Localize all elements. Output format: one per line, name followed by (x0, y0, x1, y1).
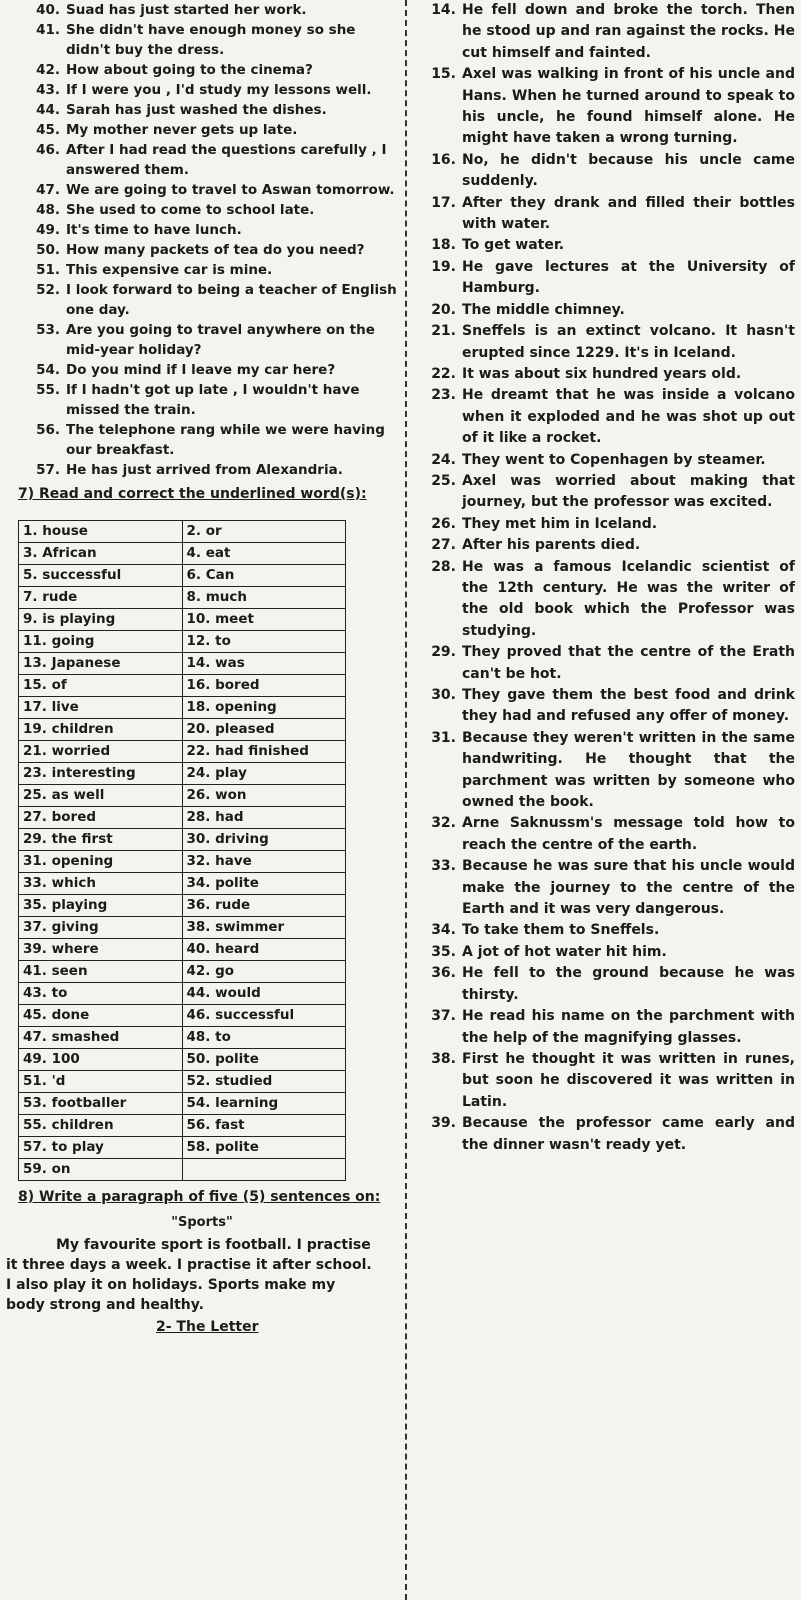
item-number: 17. (431, 194, 456, 211)
item-text: Axel was worried about making that journey, but the professor was excited. (462, 472, 795, 511)
item-text: Do you mind if I leave my car here? (66, 362, 336, 378)
item-text: Are you going to travel anywhere on the mid-year holiday? (66, 322, 375, 358)
table-cell: 35. playing (19, 895, 183, 917)
table-cell: 27. bored (19, 807, 183, 829)
table-cell: 20. pleased (182, 719, 346, 741)
list-item (412, 685, 795, 728)
table-cell: 42. go (182, 961, 346, 983)
item-text: They went to Copenhagen by steamer. (462, 451, 766, 468)
item-text: Suad has just started her work. (66, 2, 307, 18)
paragraph-title: "Sports" (171, 1215, 233, 1230)
item-text: He gave lectures at the University of Hamburg. (462, 258, 795, 297)
item-number: 30. (431, 687, 456, 703)
table-cell (182, 1159, 346, 1181)
table-row (19, 521, 346, 543)
table-cell: 57. to play (19, 1137, 183, 1159)
item-text: First he thought it was written in runes, but soon he discovered it was written in Latin. (462, 1050, 795, 1110)
list-item (412, 856, 795, 920)
table-cell: 6. Can (182, 565, 346, 587)
item-text: They proved that the centre of the Erath can't be hot. (462, 644, 795, 682)
list-item (412, 642, 795, 685)
letter-title: 2- The Letter (156, 1319, 259, 1335)
item-text: He was a famous Icelandic scientist of the 12th century. He was the writer of the old book which the Professor was studying. (462, 558, 795, 639)
item-number: 19. (431, 258, 456, 275)
item-number: 44. (36, 102, 60, 118)
list-item (6, 80, 398, 100)
table-cell: 59. on (19, 1159, 183, 1181)
table-row (19, 1093, 346, 1115)
table-row (19, 807, 346, 829)
list-item (6, 0, 398, 20)
table-row (19, 1049, 346, 1071)
list-item (6, 460, 398, 480)
table-row (19, 587, 346, 609)
table-row (19, 829, 346, 851)
item-text: No, he didn't because his uncle came suddenly. (462, 151, 795, 190)
table-cell: 31. opening (19, 851, 183, 873)
item-number: 25. (431, 472, 456, 489)
table-cell: 16. bored (182, 675, 346, 697)
item-number: 31. (431, 729, 456, 746)
table-row (19, 543, 346, 565)
item-text: He has just arrived from Alexandria. (66, 462, 343, 478)
item-number: 43. (36, 82, 60, 98)
list-item (412, 0, 795, 64)
item-number: 26. (431, 515, 456, 532)
item-text: They gave them the best food and drink they had and refused any offer of money. (462, 687, 795, 725)
item-number: 28. (431, 558, 456, 575)
table-cell: 34. polite (182, 873, 346, 895)
section-7-title: 7) Read and correct the underlined word(s): (18, 486, 367, 502)
list-item (412, 385, 795, 449)
table-cell: 51. 'd (19, 1071, 183, 1093)
list-item (6, 360, 398, 380)
list-item (412, 1049, 795, 1113)
table-cell: 10. meet (182, 609, 346, 631)
table-row (19, 1027, 346, 1049)
table-row (19, 609, 346, 631)
table-cell: 52. studied (182, 1071, 346, 1093)
table-row (19, 631, 346, 653)
item-text: He fell to the ground because he was thirsty. (462, 965, 795, 1003)
item-number: 41. (36, 22, 60, 38)
item-number: 50. (36, 242, 60, 258)
table-cell: 14. was (182, 653, 346, 675)
item-text: The telephone rang while we were having our breakfast. (66, 422, 385, 458)
item-text: How many packets of tea do you need? (66, 242, 365, 258)
item-number: 35. (431, 943, 456, 960)
list-item (412, 364, 795, 385)
item-text: The middle chimney. (462, 301, 625, 318)
table-cell: 45. done (19, 1005, 183, 1027)
list-item (412, 942, 795, 963)
item-text: To get water. (462, 237, 565, 254)
list-item (6, 60, 398, 80)
table-cell: 46. successful (182, 1005, 346, 1027)
item-text: This expensive car is mine. (66, 262, 273, 278)
table-row (19, 1005, 346, 1027)
item-number: 27. (431, 537, 456, 554)
item-number: 49. (36, 222, 60, 238)
item-number: 18. (431, 237, 456, 254)
item-text: She didn't have enough money so she didn't buy the dress. (66, 22, 356, 58)
list-item (6, 380, 398, 420)
item-text: A jot of hot water hit him. (462, 943, 667, 960)
item-number: 46. (36, 142, 60, 158)
item-number: 56. (36, 422, 60, 438)
table-cell: 44. would (182, 983, 346, 1005)
left-column (6, 0, 398, 1337)
item-text: If I hadn't got up late , I wouldn't have missed the train. (66, 382, 360, 418)
table-row (19, 719, 346, 741)
item-text: I look forward to being a teacher of English one day. (66, 282, 397, 318)
table-cell: 32. have (182, 851, 346, 873)
list-item (412, 257, 795, 300)
item-number: 39. (431, 1115, 456, 1132)
table-row (19, 895, 346, 917)
correction-answers-table (18, 520, 346, 1181)
table-cell: 7. rude (19, 587, 183, 609)
table-cell: 56. fast (182, 1115, 346, 1137)
left-answer-list (6, 0, 398, 480)
table-row (19, 873, 346, 895)
item-number: 14. (431, 2, 456, 18)
table-row (19, 1071, 346, 1093)
list-item (6, 200, 398, 220)
table-cell: 43. to (19, 983, 183, 1005)
table-cell: 40. heard (182, 939, 346, 961)
item-number: 21. (431, 323, 456, 340)
table-row (19, 565, 346, 587)
table-cell: 1. house (19, 521, 183, 543)
item-text: He dreamt that he was inside a volcano when it exploded and he was shot up out of it like a rocket. (462, 387, 795, 447)
item-number: 20. (431, 301, 456, 318)
table-cell: 39. where (19, 939, 183, 961)
table-cell: 50. polite (182, 1049, 346, 1071)
list-item (412, 920, 795, 941)
item-number: 34. (431, 922, 456, 939)
list-item (6, 220, 398, 240)
table-cell: 9. is playing (19, 609, 183, 631)
right-column (412, 0, 795, 1156)
table-row (19, 939, 346, 961)
list-item (6, 280, 398, 320)
table-cell: 26. won (182, 785, 346, 807)
table-cell: 49. 100 (19, 1049, 183, 1071)
item-number: 16. (431, 151, 456, 168)
table-cell: 11. going (19, 631, 183, 653)
list-item (6, 420, 398, 460)
item-text: It was about six hundred years old. (462, 365, 742, 382)
table-cell: 58. polite (182, 1137, 346, 1159)
table-row (19, 961, 346, 983)
item-number: 48. (36, 202, 60, 218)
list-item (6, 260, 398, 280)
list-item (412, 813, 795, 856)
item-text: Sarah has just washed the dishes. (66, 102, 327, 118)
table-cell: 37. giving (19, 917, 183, 939)
item-text: They met him in Iceland. (462, 515, 658, 532)
list-item (412, 150, 795, 193)
list-item (412, 450, 795, 471)
table-cell: 30. driving (182, 829, 346, 851)
table-cell: 17. live (19, 697, 183, 719)
item-number: 53. (36, 322, 60, 338)
table-row (19, 763, 346, 785)
list-item (412, 728, 795, 814)
table-cell: 25. as well (19, 785, 183, 807)
item-number: 54. (36, 362, 60, 378)
list-item (412, 1006, 795, 1049)
item-number: 40. (36, 2, 60, 18)
item-text: If I were you , I'd study my lessons well. (66, 82, 372, 98)
item-text: Arne Saknussm's message told how to reach the centre of the earth. (462, 815, 795, 853)
item-number: 47. (36, 182, 60, 198)
list-item (412, 193, 795, 236)
table-row (19, 741, 346, 763)
item-number: 33. (431, 858, 456, 875)
item-number: 55. (36, 382, 60, 398)
list-item (412, 557, 795, 643)
table-cell: 28. had (182, 807, 346, 829)
table-cell: 53. footballer (19, 1093, 183, 1115)
item-text: After his parents died. (462, 537, 641, 554)
list-item (412, 1113, 795, 1156)
item-number: 15. (431, 66, 456, 83)
table-cell: 55. children (19, 1115, 183, 1137)
table-cell: 19. children (19, 719, 183, 741)
table-row (19, 917, 346, 939)
table-cell: 22. had finished (182, 741, 346, 763)
item-number: 51. (36, 262, 60, 278)
list-item (6, 320, 398, 360)
table-row (19, 785, 346, 807)
table-cell: 47. smashed (19, 1027, 183, 1049)
item-text: My mother never gets up late. (66, 122, 298, 138)
item-text: After they drank and filled their bottles with water. (462, 194, 795, 233)
list-item (6, 120, 398, 140)
paragraph-text: My favourite sport is football. I practise it three days a week. I practise it after school. I also play it on holidays. Sports make my body strong and healthy. (6, 1237, 372, 1313)
item-number: 52. (36, 282, 60, 298)
list-item (6, 20, 398, 60)
item-text: How about going to the cinema? (66, 62, 313, 78)
table-cell: 4. eat (182, 543, 346, 565)
table-cell: 38. swimmer (182, 917, 346, 939)
table-row (19, 675, 346, 697)
list-item (412, 300, 795, 321)
table-cell: 48. to (182, 1027, 346, 1049)
item-number: 32. (431, 815, 456, 832)
table-row (19, 1137, 346, 1159)
table-cell: 24. play (182, 763, 346, 785)
list-item (412, 64, 795, 150)
right-answer-list (412, 0, 795, 1156)
item-text: Sneffels is an extinct volcano. It hasn't erupted since 1229. It's in Iceland. (462, 323, 795, 361)
column-divider (405, 0, 407, 1600)
table-row (19, 653, 346, 675)
list-item (6, 100, 398, 120)
table-row (19, 697, 346, 719)
table-cell: 36. rude (182, 895, 346, 917)
table-cell: 33. which (19, 873, 183, 895)
item-number: 38. (431, 1050, 456, 1067)
table-cell: 12. to (182, 631, 346, 653)
item-text: He read his name on the parchment with the help of the magnifying glasses. (462, 1008, 795, 1046)
table-row (19, 851, 346, 873)
item-text: He fell down and broke the torch. Then he stood up and ran against the rocks. He cut himself and fainted. (462, 2, 795, 61)
item-text: Axel was walking in front of his uncle and Hans. When he turned around to speak to his uncle, he found himself alone. He might have taken a wrong turning. (462, 66, 795, 147)
table-row (19, 1159, 346, 1181)
item-text: It's time to have lunch. (66, 222, 242, 238)
item-number: 57. (36, 462, 60, 478)
item-number: 37. (431, 1008, 456, 1025)
item-number: 45. (36, 122, 60, 138)
list-item (412, 471, 795, 514)
table-row (19, 983, 346, 1005)
item-text: After I had read the questions carefully , I answered them. (66, 142, 387, 178)
list-item (6, 140, 398, 180)
table-cell: 15. of (19, 675, 183, 697)
table-cell: 13. Japanese (19, 653, 183, 675)
item-text: Because he was sure that his uncle would make the journey to the centre of the Earth and it was very dangerous. (462, 858, 795, 918)
table-cell: 54. learning (182, 1093, 346, 1115)
item-text: Because the professor came early and the dinner wasn't ready yet. (462, 1115, 795, 1153)
list-item (412, 535, 795, 556)
table-cell: 8. much (182, 587, 346, 609)
table-cell: 29. the first (19, 829, 183, 851)
item-number: 36. (431, 965, 456, 982)
item-number: 22. (431, 365, 456, 382)
table-row (19, 1115, 346, 1137)
item-text: We are going to travel to Aswan tomorrow. (66, 182, 395, 198)
table-cell: 3. African (19, 543, 183, 565)
list-item (412, 235, 795, 256)
item-text: She used to come to school late. (66, 202, 315, 218)
section-8-title: 8) Write a paragraph of five (5) sentences on: (18, 1189, 381, 1205)
item-text: To take them to Sneffels. (462, 922, 660, 939)
list-item (6, 180, 398, 200)
table-cell: 5. successful (19, 565, 183, 587)
table-cell: 21. worried (19, 741, 183, 763)
item-number: 42. (36, 62, 60, 78)
item-number: 24. (431, 451, 456, 468)
table-cell: 23. interesting (19, 763, 183, 785)
list-item (412, 514, 795, 535)
table-cell: 18. opening (182, 697, 346, 719)
item-number: 23. (431, 387, 456, 404)
item-text: Because they weren't written in the same handwriting. He thought that the parchment was written by someone who owned the book. (462, 729, 795, 811)
list-item (412, 963, 795, 1006)
table-cell: 41. seen (19, 961, 183, 983)
table-cell: 2. or (182, 521, 346, 543)
list-item (412, 321, 795, 364)
list-item (6, 240, 398, 260)
item-number: 29. (431, 644, 456, 661)
